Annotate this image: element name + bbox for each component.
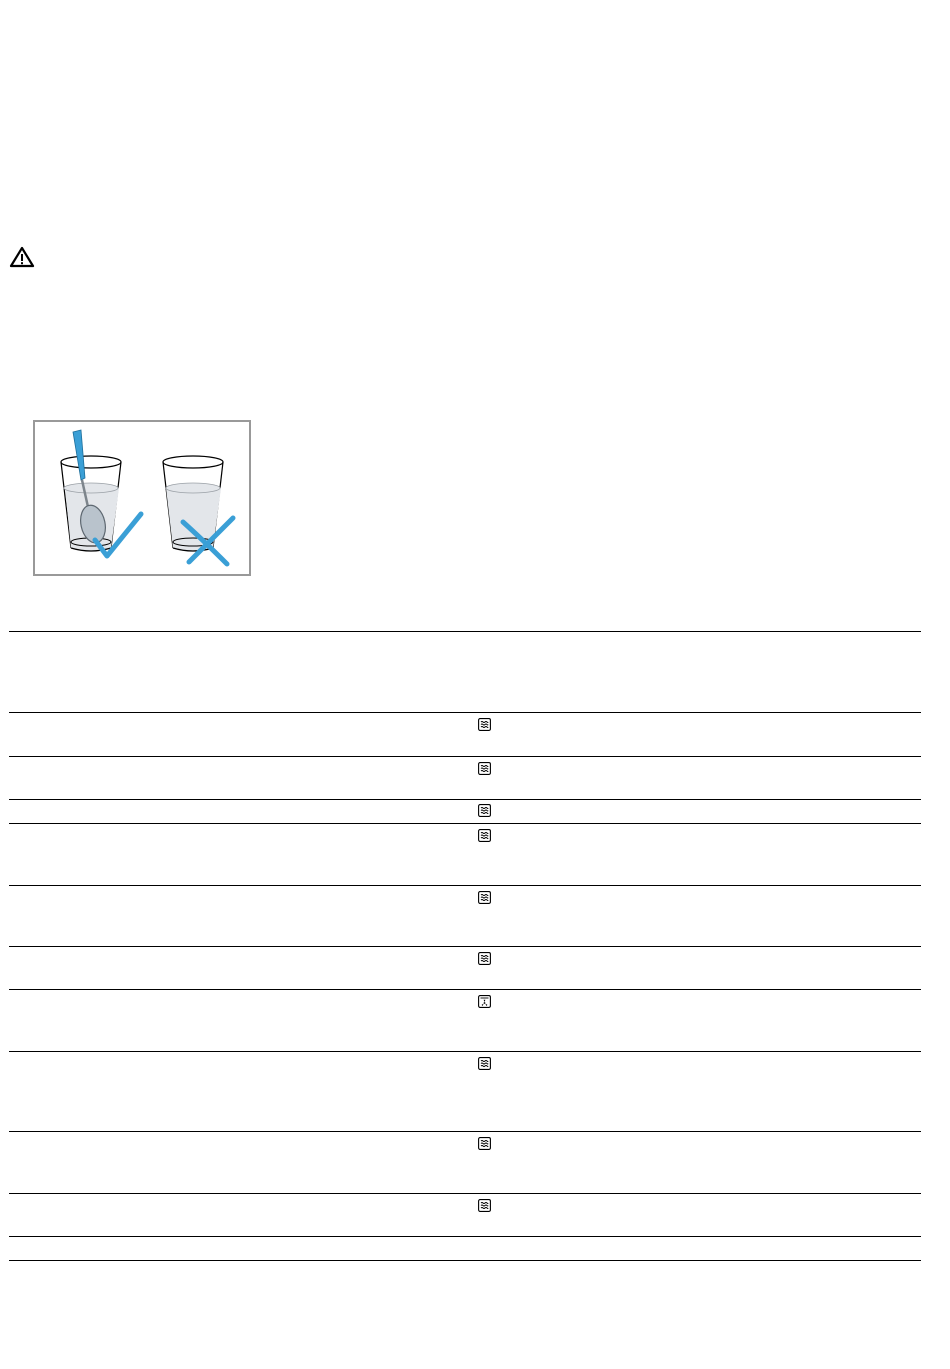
table-row: [9, 799, 921, 823]
microwave-icon: [478, 762, 491, 775]
table-row: [9, 823, 921, 885]
table-row: [9, 756, 921, 799]
warning-triangle-icon: [9, 246, 35, 268]
table-header-row: [9, 631, 921, 712]
microwave-icon: [478, 891, 491, 904]
table-row: [9, 712, 921, 756]
settings-table: [9, 631, 921, 1261]
table-bottom-rule: [9, 1260, 921, 1261]
spoon-in-glass-illustration: [33, 420, 251, 576]
fan-heating-icon: [478, 995, 491, 1008]
table-end-rule: [9, 1236, 921, 1260]
microwave-icon: [478, 829, 491, 842]
table-row: [9, 885, 921, 946]
table-row: [9, 1193, 921, 1236]
microwave-icon: [478, 804, 491, 817]
microwave-icon: [478, 952, 491, 965]
microwave-icon: [478, 1137, 491, 1150]
table-row: [9, 946, 921, 989]
table-row: [9, 1051, 921, 1131]
table-row: [9, 1131, 921, 1193]
microwave-icon: [478, 718, 491, 731]
microwave-icon: [478, 1057, 491, 1070]
microwave-icon: [478, 1199, 491, 1212]
table-row: [9, 989, 921, 1051]
